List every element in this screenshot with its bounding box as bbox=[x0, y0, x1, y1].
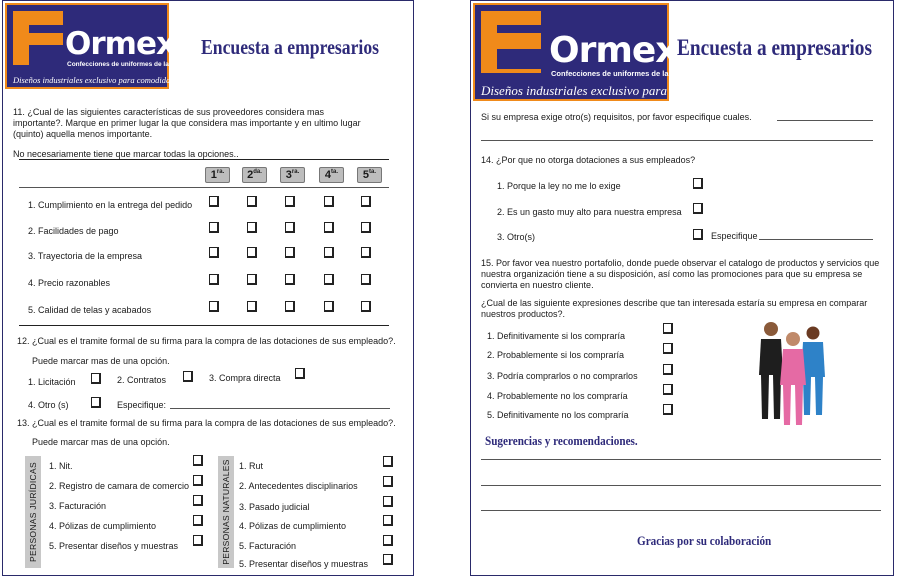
q12-opt4-checkbox[interactable] bbox=[91, 397, 101, 408]
q14-specify-label: Especifique bbox=[711, 231, 758, 241]
q12-note: Puede marcar mas de una opción. bbox=[32, 356, 170, 366]
survey-title: Encuesta a empresarios bbox=[677, 35, 872, 60]
q14-text: 14. ¿Por que no otorga dotaciones a sus empleados? bbox=[481, 155, 696, 165]
q15-opt3-label: 3. Podría comprarlos o no comprarlos bbox=[487, 371, 638, 381]
q12-specify-line[interactable] bbox=[170, 408, 390, 409]
q13-followup-text: Si su empresa exige otro(s) requisitos, por favor especifique cuales. bbox=[481, 112, 752, 122]
juridicas-item-1: 1. Nit. bbox=[49, 461, 73, 471]
q12-opt1-label: 1. Licitación bbox=[28, 377, 76, 387]
q11-item1-rank5-checkbox[interactable] bbox=[361, 196, 371, 207]
ormex-logo-mark-icon bbox=[13, 11, 63, 65]
rank-header-1: $1^{ra.}$ bbox=[205, 167, 230, 183]
naturales-1-checkbox[interactable] bbox=[383, 456, 393, 467]
naturales-item-3: 3. Pasado judicial bbox=[239, 502, 310, 512]
q11-item-5: 5. Calidad de telas y acabados bbox=[28, 305, 152, 315]
suggestions-heading: Sugerencias y recomendaciones. bbox=[485, 433, 638, 448]
q14-specify-line[interactable] bbox=[759, 239, 873, 240]
q14-opt3-label: 3. Otro(s) bbox=[497, 232, 536, 242]
q11-item5-rank4-checkbox[interactable] bbox=[324, 301, 334, 312]
juridicas-3-checkbox[interactable] bbox=[193, 495, 203, 506]
q15-opt2-label: 2. Probablemente si los compraría bbox=[487, 350, 625, 360]
q14-opt1-label: 1. Porque la ley no me lo exige bbox=[497, 181, 621, 191]
q12-opt3-label: 3. Compra directa bbox=[209, 373, 281, 383]
juridicas-1-checkbox[interactable] bbox=[193, 455, 203, 466]
q11-item2-rank1-checkbox[interactable] bbox=[209, 222, 219, 233]
logo-tagline: Diseños industriales exclusivo para comodidad del trabajador bbox=[481, 83, 807, 98]
suggestions-line-1[interactable] bbox=[481, 459, 881, 460]
q11-item2-rank4-checkbox[interactable] bbox=[324, 222, 334, 233]
q12-opt4-label: 4. Otro (s) bbox=[28, 400, 69, 410]
logo-subtitle: Confecciones de uniformes de labor bbox=[551, 69, 681, 78]
q11-item2-rank5-checkbox[interactable] bbox=[361, 222, 371, 233]
q11-item4-rank2-checkbox[interactable] bbox=[247, 274, 257, 285]
q11-text: 11. ¿Cual de las siguientes características de sus proveedores considera mas importante?. Marque en primer lugar la que considera mas importante y en ultimo lugar (quinto) aquella menos importante. bbox=[13, 107, 361, 139]
q12-opt1-checkbox[interactable] bbox=[91, 373, 101, 384]
naturales-5-checkbox[interactable] bbox=[383, 535, 393, 546]
juridicas-2-checkbox[interactable] bbox=[193, 475, 203, 486]
juridicas-item-5: 5. Presentar diseños y muestras bbox=[49, 541, 179, 551]
q11-top-rule bbox=[19, 159, 389, 160]
rank-header-3: $3^{ra.}$ bbox=[280, 167, 305, 183]
logo-tagline: Diseños industriales exclusivo para comodidad del trabajador bbox=[13, 75, 226, 85]
q11-item1-rank3-checkbox[interactable] bbox=[285, 196, 295, 207]
juridicas-4-checkbox[interactable] bbox=[193, 515, 203, 526]
q15-opt5-checkbox[interactable] bbox=[663, 404, 673, 415]
suggestions-line-3[interactable] bbox=[481, 510, 881, 511]
q11-item4-rank3-checkbox[interactable] bbox=[285, 274, 295, 285]
q13-followup-line-1[interactable] bbox=[777, 120, 873, 121]
q11-item3-rank1-checkbox[interactable] bbox=[209, 247, 219, 258]
q11-item-1: 1. Cumplimiento en la entrega del pedido bbox=[28, 200, 193, 210]
q11-item-2: 2. Facilidades de pago bbox=[28, 226, 119, 236]
naturales-item-6: 5. Presentar diseños y muestras bbox=[239, 559, 369, 569]
juridicas-label: PERSONAS JURÍDICAS bbox=[25, 456, 41, 568]
survey-title: Encuesta a empresarios bbox=[201, 35, 380, 59]
naturales-label: PERSONAS NATURALES bbox=[218, 456, 234, 568]
ormex-logo bbox=[5, 3, 226, 89]
logo-wordmark: Ormex bbox=[65, 26, 175, 62]
naturales-item-4: 4. Pólizas de cumplimiento bbox=[239, 521, 347, 531]
q12-opt3-checkbox[interactable] bbox=[295, 368, 305, 379]
naturales-item-1: 1. Rut bbox=[239, 461, 264, 471]
rank-header-4: $4^{ta.}$ bbox=[319, 167, 344, 183]
q11-item4-rank5-checkbox[interactable] bbox=[361, 274, 371, 285]
q14-opt2-label: 2. Es un gasto muy alto para nuestra empresa bbox=[497, 207, 682, 217]
naturales-item-5: 5. Facturación bbox=[239, 541, 297, 551]
q11-item1-rank2-checkbox[interactable] bbox=[247, 196, 257, 207]
q14-opt2-checkbox[interactable] bbox=[693, 203, 703, 214]
q11-item3-rank5-checkbox[interactable] bbox=[361, 247, 371, 258]
q11-header-rule bbox=[19, 187, 389, 188]
q15-opt1-checkbox[interactable] bbox=[663, 323, 673, 334]
naturales-item-2: 2. Antecedentes disciplinarios bbox=[239, 481, 358, 491]
juridicas-item-3: 3. Facturación bbox=[49, 501, 107, 511]
juridicas-item-2: 2. Registro de camara de comercio bbox=[49, 481, 190, 491]
q11-item4-rank4-checkbox[interactable] bbox=[324, 274, 334, 285]
survey-page-left bbox=[2, 0, 414, 576]
rank-header-5: $5^{ta.}$ bbox=[357, 167, 382, 183]
q15-opt1-label: 1. Definitivamente si los compraría bbox=[487, 331, 626, 341]
q14-opt1-checkbox[interactable] bbox=[693, 178, 703, 189]
naturales-2-checkbox[interactable] bbox=[383, 476, 393, 487]
q11-item1-rank1-checkbox[interactable] bbox=[209, 196, 219, 207]
q11-item2-rank2-checkbox[interactable] bbox=[247, 222, 257, 233]
juridicas-5-checkbox[interactable] bbox=[193, 535, 203, 546]
q15-opt2-checkbox[interactable] bbox=[663, 343, 673, 354]
q11-item5-rank3-checkbox[interactable] bbox=[285, 301, 295, 312]
uniformed-workers-illustration bbox=[753, 319, 833, 435]
survey-page-right bbox=[470, 0, 894, 576]
q11-item2-rank3-checkbox[interactable] bbox=[285, 222, 295, 233]
q12-text: 12. ¿Cual es el tramite formal de su firma para la compra de las dotaciones de sus empleado?. bbox=[17, 336, 396, 346]
q11-item-3: 3. Trayectoria de la empresa bbox=[28, 251, 143, 261]
thanks-text: Gracias por su colaboración bbox=[637, 533, 772, 548]
worker-pink-scrubs-icon bbox=[780, 332, 806, 429]
q11-item4-rank1-checkbox[interactable] bbox=[209, 274, 219, 285]
q13-text: 13. ¿Cual es el tramite formal de su firma para la compra de las dotaciones de sus empleado?. bbox=[17, 418, 396, 428]
q11-item3-rank3-checkbox[interactable] bbox=[285, 247, 295, 258]
q15-opt4-checkbox[interactable] bbox=[663, 384, 673, 395]
q14-opt3-checkbox[interactable] bbox=[693, 229, 703, 240]
q12-opt2-label: 2. Contratos bbox=[117, 375, 167, 385]
q12-specify-label: Especifique: bbox=[117, 400, 167, 410]
logo-wordmark: Ormex bbox=[549, 30, 678, 71]
q11-item5-rank1-checkbox[interactable] bbox=[209, 301, 219, 312]
q11-item3-rank4-checkbox[interactable] bbox=[324, 247, 334, 258]
q15-opt4-label: 4. Probablemente no los compraría bbox=[487, 391, 628, 401]
q11-item1-rank4-checkbox[interactable] bbox=[324, 196, 334, 207]
q13-followup-line-2[interactable] bbox=[481, 140, 873, 141]
q15-opt5-label: 5. Definitivamente no los compraría bbox=[487, 410, 629, 420]
q11-item5-rank2-checkbox[interactable] bbox=[247, 301, 257, 312]
q11-note: No necesariamente tiene que marcar todas la opciones.. bbox=[13, 149, 239, 159]
q11-item-4: 4. Precio razonables bbox=[28, 278, 111, 288]
q15-question: ¿Cual de las siguiente expresiones describe que tan interesada estaría su empresa en comparar nuestros productos?. bbox=[481, 298, 868, 319]
ormex-logo-mark-icon bbox=[481, 11, 541, 73]
q15-intro: 15. Por favor vea nuestro portafolio, donde puede observar el catalogo de productos y servicios que nuestra organización tiene a su disposición, así como las promociones para que su empresa se convierta en nuestro cliente. bbox=[481, 258, 880, 290]
naturales-4-checkbox[interactable] bbox=[383, 515, 393, 526]
worker-black-scrubs-icon bbox=[759, 322, 783, 423]
logo-subtitle: Confecciones de uniformes de labor bbox=[67, 61, 180, 68]
suggestions-line-2[interactable] bbox=[481, 485, 881, 486]
page-gutter bbox=[414, 0, 470, 578]
q11-bottom-rule bbox=[19, 325, 389, 326]
q11-item3-rank2-checkbox[interactable] bbox=[247, 247, 257, 258]
naturales-6-checkbox[interactable] bbox=[383, 554, 393, 565]
juridicas-item-4: 4. Pólizas de cumplimiento bbox=[49, 521, 157, 531]
q13-note: Puede marcar mas de una opción. bbox=[32, 437, 170, 447]
q15-opt3-checkbox[interactable] bbox=[663, 364, 673, 375]
rank-header-2: $2^{da.}$ bbox=[242, 167, 267, 183]
naturales-3-checkbox[interactable] bbox=[383, 496, 393, 507]
q11-item5-rank5-checkbox[interactable] bbox=[361, 301, 371, 312]
q12-opt2-checkbox[interactable] bbox=[183, 371, 193, 382]
